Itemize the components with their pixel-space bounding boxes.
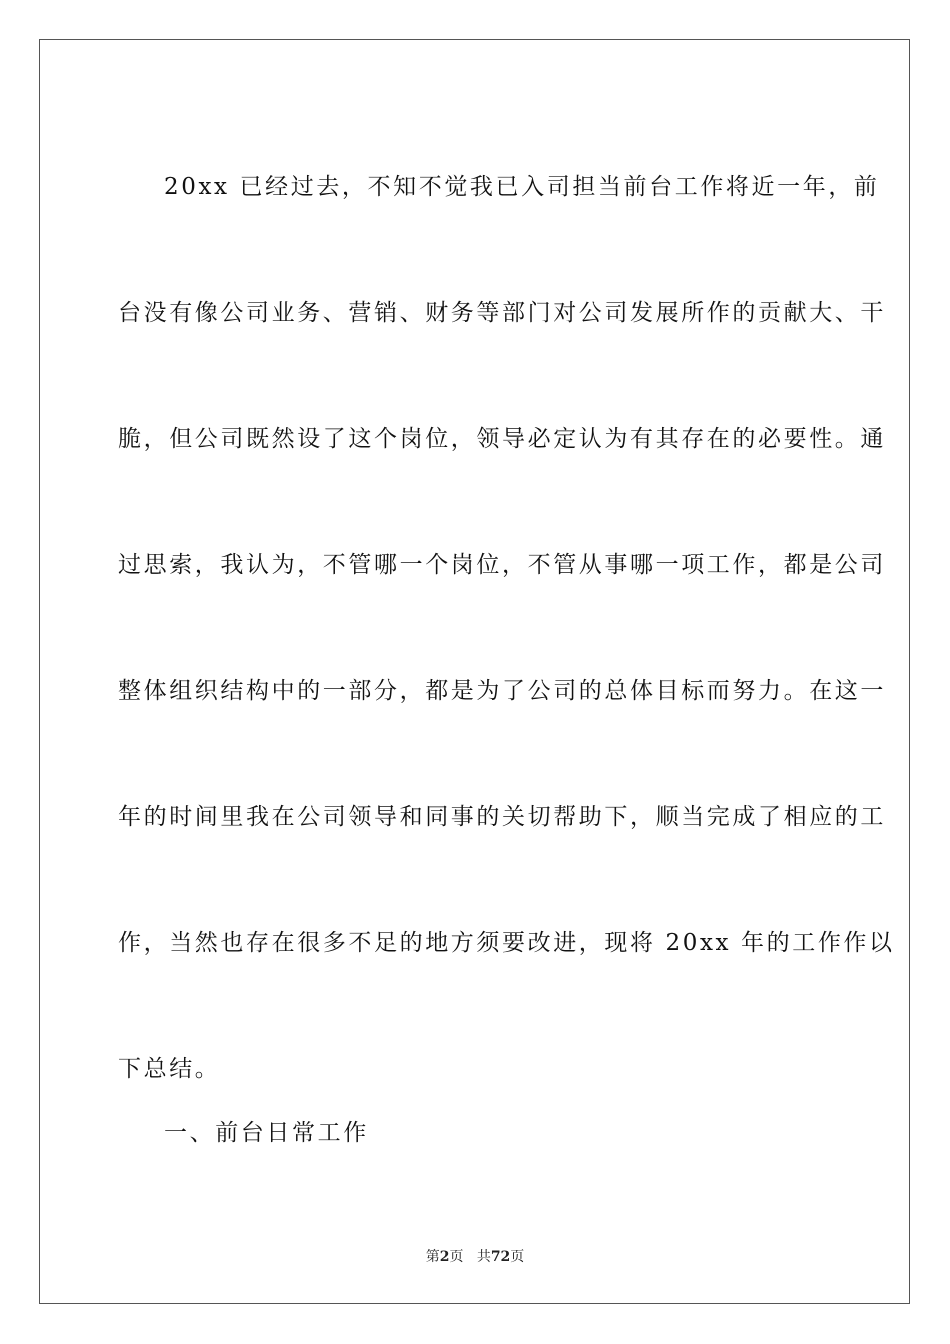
paragraph-line-2: 台没有像公司业务、营销、财务等部门对公司发展所作的贡献大、干	[118, 300, 886, 326]
paragraph-line-5: 整体组织结构中的一部分，都是为了公司的总体目标而努力。在这一	[118, 678, 886, 704]
paragraph-line-7: 作，当然也存在很多不足的地方须要改进，现将 20xx 年的工作作以	[118, 930, 895, 956]
total-suffix: 页	[510, 1249, 525, 1265]
paragraph-line-6: 年的时间里我在公司领导和同事的关切帮助下，顺当完成了相应的工	[118, 804, 886, 830]
section-heading: 一、前台日常工作	[164, 1120, 369, 1146]
paragraph-line-4: 过思索，我认为，不管哪一个岗位，不管从事哪一项工作，都是公司	[118, 552, 886, 578]
total-prefix: 共	[476, 1249, 491, 1265]
page-prefix: 第	[425, 1249, 440, 1265]
page-footer	[0, 1247, 950, 1267]
paragraph-line-8: 下总结。	[118, 1056, 221, 1082]
total-page-number: 72	[490, 1249, 511, 1265]
document-body	[118, 124, 895, 1132]
paragraph-line-3: 脆，但公司既然设了这个岗位，领导必定认为有其存在的必要性。通	[118, 426, 886, 452]
page-suffix: 页	[449, 1249, 464, 1265]
current-page-number: 2	[439, 1249, 450, 1265]
paragraph-line-1: 20xx 已经过去，不知不觉我已入司担当前台工作将近一年，前	[164, 174, 880, 200]
